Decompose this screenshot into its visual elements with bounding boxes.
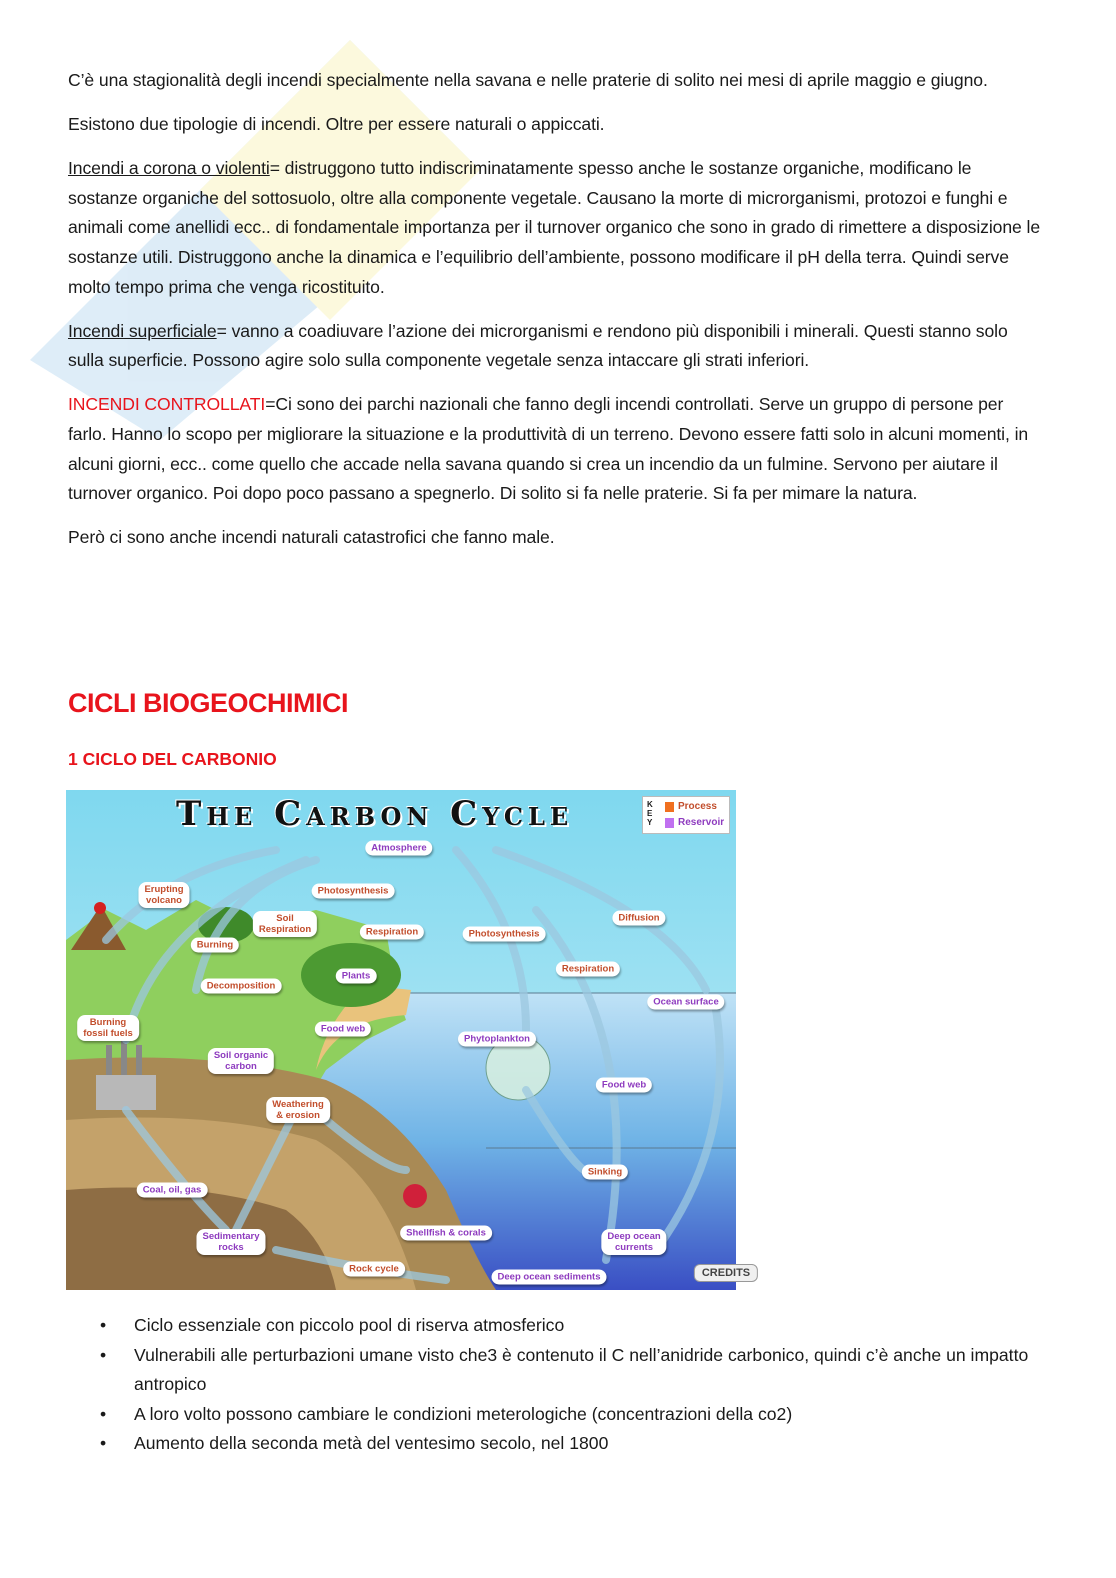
label-food-web-ocean: Food web — [596, 1078, 652, 1093]
label-burning-fossil-fuels: Burning fossil fuels — [77, 1015, 139, 1041]
key-process — [665, 801, 717, 812]
key-letters: K E Y — [647, 800, 653, 827]
bullet-item: • Vulnerabili alle perturbazioni umane visto che3 è contenuto il C nell’anidride carbonico, quindi c’è anche un impatto antropico — [68, 1341, 1043, 1400]
label-diffusion: Diffusion — [612, 911, 665, 926]
label-coal-oil-gas: Coal, oil, gas — [137, 1183, 208, 1198]
label-atmosphere: Atmosphere — [365, 841, 432, 856]
term-controlled-fires: INCENDI CONTROLLATI — [68, 394, 266, 415]
paragraph-controlled-fires — [68, 390, 1043, 508]
label-food-web-land: Food web — [315, 1022, 371, 1037]
diagram-background — [66, 790, 736, 1290]
label-respiration-land: Respiration — [360, 925, 424, 940]
key-reservoir — [665, 817, 724, 828]
credits-button[interactable]: CREDITS — [694, 1264, 758, 1282]
label-respiration-ocean: Respiration — [556, 962, 620, 977]
label-erupting-volcano: Erupting volcano — [138, 882, 189, 908]
label-sedimentary-rocks: Sedimentary rocks — [196, 1229, 265, 1255]
label-soil-respiration: Soil Respiration — [253, 911, 317, 937]
label-shellfish-corals: Shellfish & corals — [400, 1226, 492, 1241]
label-photosynthesis-ocean: Photosynthesis — [463, 927, 546, 942]
term-crown-fires: Incendi a corona o violenti — [68, 158, 270, 179]
body-text — [68, 66, 1043, 567]
label-soil-organic-carbon: Soil organic carbon — [208, 1048, 274, 1074]
bullet-list — [68, 1311, 1043, 1459]
label-ocean-surface: Ocean surface — [647, 995, 724, 1010]
paragraph-natural-fires: Però ci sono anche incendi naturali catastrofici che fanno male. — [68, 527, 555, 548]
key-process-label: Process — [678, 801, 717, 812]
diagram-key — [642, 796, 730, 834]
carbon-cycle-diagram — [66, 790, 751, 1290]
section-heading: CICLI BIOGEOCHIMICI — [68, 688, 348, 718]
key-reservoir-label: Reservoir — [678, 817, 725, 828]
label-rock-cycle: Rock cycle — [343, 1262, 405, 1277]
label-burning: Burning — [191, 938, 239, 953]
bullet-item: • Aumento della seconda metà del ventesimo secolo, nel 1800 — [68, 1429, 1043, 1459]
paragraph-seasonality: C’è una stagionalità degli incendi specialmente nella savana e nelle praterie di solito nei mesi di aprile maggio e giugno. — [68, 70, 988, 90]
bullet-item: • Ciclo essenziale con piccolo pool di riserva atmosferico — [68, 1311, 1043, 1341]
subsection-heading: 1 CICLO DEL CARBONIO — [68, 749, 277, 769]
crown-fires-text: = distruggono tutto indiscriminatamente spesso anche le sostanze organiche, modificano le sostanze organiche del sottosuolo, oltre alla componente vegetale. Causano la morte di microrganismi, protozoi e funghi e animali come anellidi ecc.. di fondamentale importanza per il turnover organico che sono in grado di rimettere a disposizione le sostanze utili. Distruggono anche la dinamica e l’equilibrio dell’ambiente, possono modificare il pH della terra. Quindi serve molto tempo prima che venga ricostituito. — [68, 158, 1041, 297]
label-plants: Plants — [336, 969, 377, 984]
label-photosynthesis-land: Photosynthesis — [312, 884, 395, 899]
paragraph-surface-fires — [68, 317, 1043, 376]
label-phytoplankton: Phytoplankton — [458, 1032, 536, 1047]
label-decomposition: Decomposition — [201, 979, 282, 994]
label-sinking: Sinking — [582, 1165, 628, 1180]
label-weathering-erosion: Weathering & erosion — [266, 1097, 330, 1123]
bullet-item: • A loro volto possono cambiare le condizioni meterologiche (concentrazioni della co2) — [68, 1400, 1043, 1430]
label-deep-ocean-sediments: Deep ocean sediments — [492, 1270, 607, 1285]
label-deep-ocean-currents: Deep ocean currents — [601, 1229, 666, 1255]
paragraph-crown-fires — [68, 154, 1043, 302]
term-surface-fires: Incendi superficiale — [68, 320, 217, 341]
process-swatch — [665, 802, 674, 812]
surface-fires-text: = vanno a coadiuvare l’azione dei microrganismi e rendono più disponibili i minerali. Questi stanno solo sulla superficie. Possono agire solo sulla componente vegetale senza intaccare gli strati inferiori. — [68, 320, 1008, 371]
paragraph-types: Esistono due tipologie di incendi. Oltre per essere naturali o appiccati. — [68, 114, 605, 135]
diagram-title: The Carbon Cycle — [176, 794, 574, 834]
controlled-fires-text: =Ci sono dei parchi nazionali che fanno degli incendi controllati. Serve un gruppo di persone per farlo. Hanno lo scopo per migliorare la situazione e la produttività di un terreno. Devono essere fatti solo in alcuni momenti, in alcuni giorni, ecc.. come quello che accade nella savana quando si crea un incendio da un fulmine. Servono per aiutare il turnover organico. Poi dopo poco passano a spegnerlo. Di solito si fa nelle praterie. Si fa per mimare la natura. — [68, 394, 1029, 504]
reservoir-swatch — [665, 818, 674, 828]
